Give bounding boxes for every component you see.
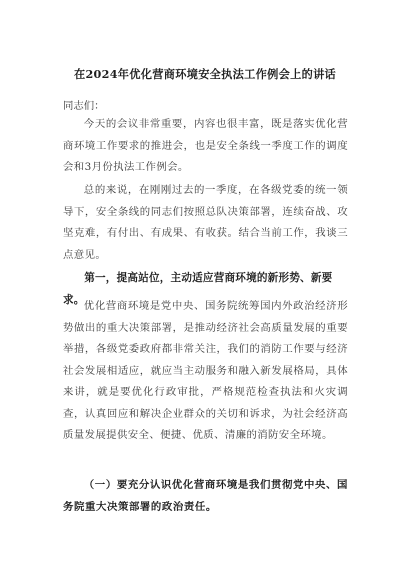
summary-paragraph: 总的来说，在刚刚过去的一季度，在各级党委的统一领导下，安全条线的同志们按照总队决策部署，连续奋战、攻坚克难，有付出、有成果、有收获。结合当前工作，我谈三点意见。: [63, 184, 348, 261]
section-heading: 第一，提高站位，主动适应营商环境的新形势、新要求。: [63, 272, 333, 306]
document-title: 在2024年优化营商环境安全执法工作例会上的讲话: [73, 67, 337, 81]
subsection-heading: （一）要充分认识优化营商环境是我们贯彻党中央、国务院重大决策部署的政治责任。: [63, 479, 348, 513]
section-paragraph: 优化营商环境是党中央、国务院统筹国内外政治经济形势做出的重大决策部署，是推动经济社会高质量发展的重要举措，各级党委政府都非常关注，我们的消防工作要与经济社会发展相适应，就应当主动服务和融入新发展格局，具体来讲，就是要优化行政审批，严格规范检查执法和火灾调查，认真回应和解决企业群众的关切和诉求，为社会经济高质量发展提供安全、便捷、优质、清廉的消防安全环境。: [63, 300, 348, 441]
salutation: 同志们：: [63, 100, 105, 112]
intro-paragraph: 今天的会议非常重要，内容也很丰富，既是落实优化营商环境工作要求的推进会，也是安全条线一季度工作的调度会和3月份执法工作例会。: [63, 118, 348, 173]
